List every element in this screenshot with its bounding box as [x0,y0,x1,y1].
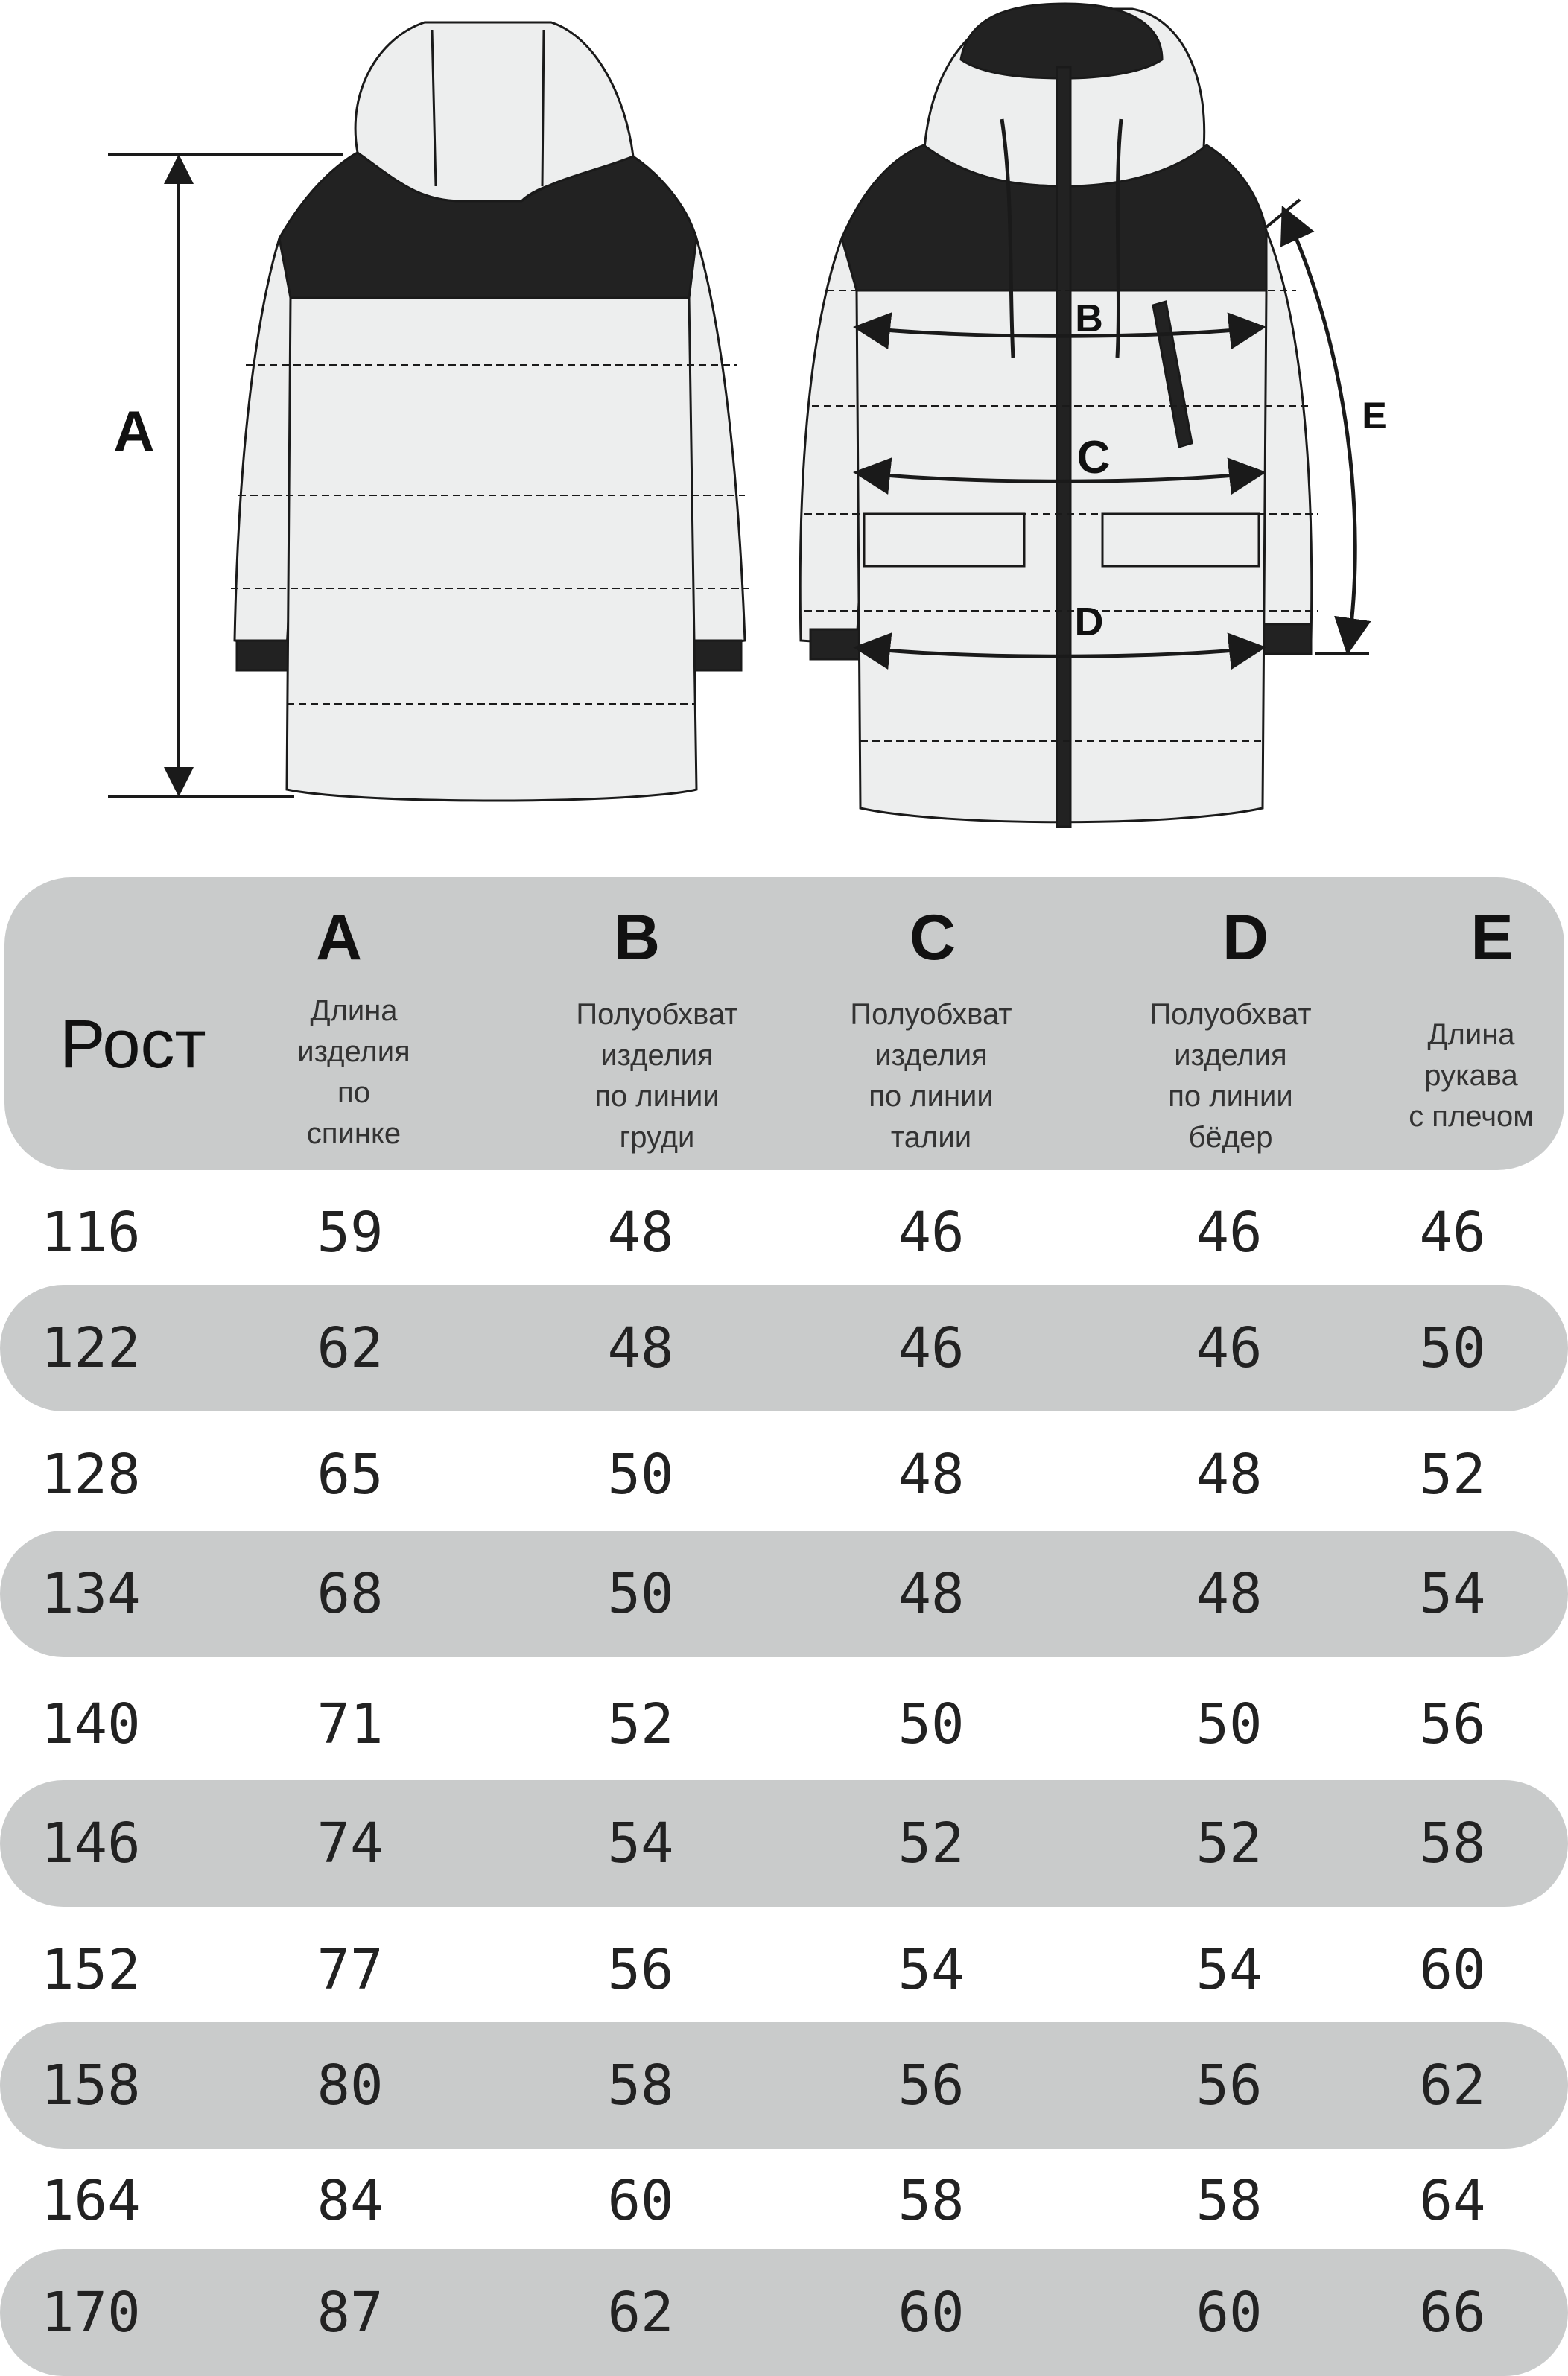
table-cell-c: 48 [898,1443,965,1507]
table-cell-d: 56 [1196,2053,1263,2118]
column-e-line: рукава [1424,1059,1518,1092]
table-cell-e: 54 [1419,1562,1486,1626]
table-row-band [0,1285,1568,1411]
table-cell-c: 60 [898,2281,965,2345]
table-cell-a: 59 [317,1201,384,1265]
column-c-line: талии [890,1121,972,1154]
label-e: E [1362,395,1387,436]
table-cell-d: 58 [1196,2169,1263,2233]
table-cell-c: 54 [898,1938,965,2002]
table-cell-c: 56 [898,2053,965,2118]
table-row-height: 158 [41,2053,141,2118]
table-row-height: 164 [41,2169,141,2233]
table-cell-d: 46 [1196,1316,1263,1380]
table-cell-b: 50 [607,1443,674,1507]
table-row-height: 134 [41,1562,141,1626]
table-cell-d: 54 [1196,1938,1263,2002]
table-cell-b: 54 [607,1811,674,1875]
label-a: A [113,400,155,463]
table-row-band [0,1780,1568,1907]
table-cell-a: 80 [317,2053,384,2118]
table-row-band [0,2022,1568,2149]
column-b-line: по линии [594,1080,720,1113]
column-d-line: изделия [1174,1039,1287,1072]
column-b-line: Полуобхват [576,998,738,1031]
table-row-height: 146 [41,1811,141,1875]
column-a-letter: A [315,902,363,973]
table-cell-b: 50 [607,1562,674,1626]
table-cell-e: 62 [1419,2053,1486,2118]
table-cell-a: 84 [317,2169,384,2233]
column-e-line: Длина [1427,1018,1515,1051]
table-row-height: 140 [41,1692,141,1756]
column-b-line: груди [619,1121,695,1154]
label-c: C [1076,432,1111,483]
table-cell-c: 50 [898,1692,965,1756]
table-cell-c: 52 [898,1811,965,1875]
table-cell-e: 64 [1419,2169,1486,2233]
column-d-letter: D [1222,902,1269,973]
table-cell-c: 48 [898,1562,965,1626]
column-d-line: Полуобхват [1149,998,1312,1031]
table-cell-d: 46 [1196,1201,1263,1265]
table-cell-b: 48 [607,1201,674,1265]
table-cell-d: 48 [1196,1443,1263,1507]
table-row-height: 128 [41,1443,141,1507]
table-row-band [0,2249,1568,2376]
column-a-line: спинке [306,1117,401,1150]
column-b-line: изделия [600,1039,714,1072]
column-a-line: изделия [297,1035,410,1068]
table-cell-d: 50 [1196,1692,1263,1756]
column-d-description [1119,994,1342,1158]
table-cell-a: 71 [317,1692,384,1756]
table-cell-b: 52 [607,1692,674,1756]
table-cell-a: 77 [317,1938,384,2002]
table-cell-e: 56 [1419,1692,1486,1756]
column-d-line: бёдер [1188,1121,1273,1154]
table-cell-e: 52 [1419,1443,1486,1507]
table-row-height: 122 [41,1316,141,1380]
table-cell-d: 52 [1196,1811,1263,1875]
table-cell-e: 50 [1419,1316,1486,1380]
column-c-line: изделия [875,1039,988,1072]
table-row-height: 170 [41,2281,141,2345]
column-c-line: по линии [869,1080,994,1113]
table-row-height: 152 [41,1938,141,2002]
table-cell-a: 65 [317,1443,384,1507]
table-row-band [0,1531,1568,1657]
table-cell-c: 46 [898,1201,965,1265]
column-d-line: по линии [1168,1080,1293,1113]
table-cell-e: 46 [1419,1201,1486,1265]
column-e-letter: E [1470,902,1514,973]
table-cell-a: 62 [317,1316,384,1380]
column-b-letter: B [613,902,661,973]
table-cell-a: 74 [317,1811,384,1875]
column-c-line: Полуобхват [850,998,1012,1031]
column-b-description [545,994,769,1158]
column-a-line: Длина [310,994,398,1027]
column-c-letter: C [909,902,956,973]
table-cell-e: 60 [1419,1938,1486,2002]
table-cell-a: 87 [317,2281,384,2345]
column-a-description [242,991,466,1154]
table-cell-d: 48 [1196,1562,1263,1626]
column-e-description [1359,1014,1568,1137]
table-cell-a: 68 [317,1562,384,1626]
table-cell-e: 66 [1419,2281,1486,2345]
column-c-description [819,994,1043,1158]
label-d: D [1074,600,1104,644]
table-cell-b: 58 [607,2053,674,2118]
table-cell-b: 56 [607,1938,674,2002]
height-column-header: Рост [60,1006,206,1082]
table-cell-b: 62 [607,2281,674,2345]
column-e-line: с плечом [1409,1100,1534,1133]
column-a-line: по [337,1076,370,1109]
table-cell-b: 60 [607,2169,674,2233]
table-cell-d: 60 [1196,2281,1263,2345]
table-row-height: 116 [41,1201,141,1265]
label-b: B [1075,297,1103,340]
table-cell-c: 58 [898,2169,965,2233]
table-cell-e: 58 [1419,1811,1486,1875]
table-cell-c: 46 [898,1316,965,1380]
table-cell-b: 48 [607,1316,674,1380]
